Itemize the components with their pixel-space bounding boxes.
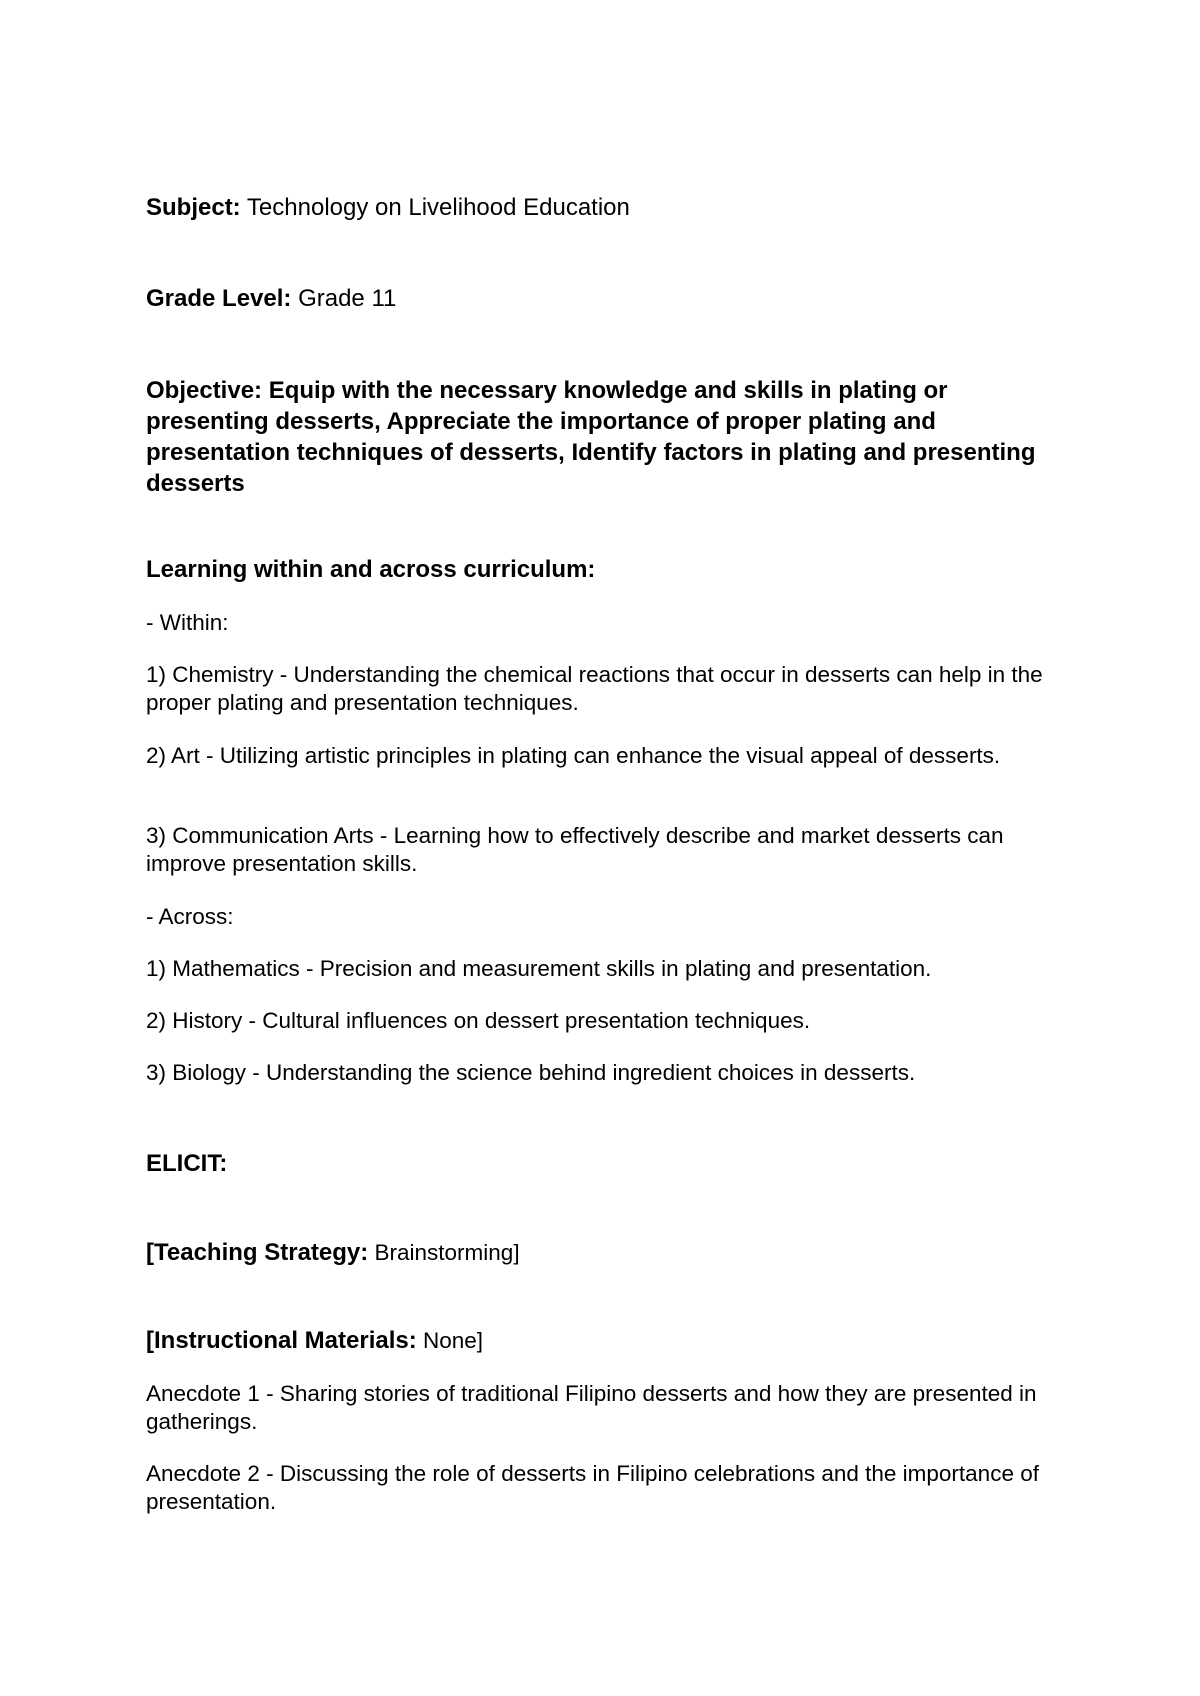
grade-level-label: Grade Level:	[146, 285, 292, 312]
objective-value: Equip with the necessary knowledge and skills in plating or presenting desserts, Appreciate the importance of proper plating and presentation techniques of desserts, Identify factors in plating and presenting desserts	[146, 377, 1036, 497]
anecdote-2: Anecdote 2 - Discussing the role of desserts in Filipino celebrations and the importance of presentation.	[146, 1461, 1039, 1514]
grade-level-line	[146, 284, 1066, 314]
anecdote-1: Anecdote 1 - Sharing stories of traditional Filipino desserts and how they are presented in gatherings.	[146, 1381, 1037, 1434]
within-item-chemistry: 1) Chemistry - Understanding the chemical reactions that occur in desserts can help in the proper plating and presentation techniques.	[146, 662, 1043, 715]
subject-label: Subject:	[146, 194, 241, 221]
across-item-history: 2) History - Cultural influences on dessert presentation techniques.	[146, 1008, 811, 1033]
across-label: - Across:	[146, 904, 234, 929]
subject-value: Technology on Livelihood Education	[240, 194, 630, 221]
across-item-mathematics: 1) Mathematics - Precision and measurement skills in plating and presentation.	[146, 956, 932, 981]
elicit-heading: ELICIT:	[146, 1150, 228, 1177]
teaching-strategy-label: [Teaching Strategy:	[146, 1239, 369, 1266]
within-label: - Within:	[146, 610, 229, 635]
grade-level-value: Grade 11	[291, 285, 397, 312]
objective-paragraph	[146, 375, 1066, 499]
teaching-strategy-line	[146, 1238, 1066, 1268]
subject-line	[146, 193, 1066, 223]
instructional-materials-value: None]	[416, 1328, 484, 1353]
objective-label: Objective:	[146, 377, 263, 404]
within-item-communication-arts: 3) Communication Arts - Learning how to effectively describe and market desserts can improve presentation skills.	[146, 823, 1004, 876]
teaching-strategy-value: Brainstorming]	[368, 1240, 520, 1265]
learning-heading: Learning within and across curriculum:	[146, 556, 596, 583]
instructional-materials-line	[146, 1326, 1066, 1356]
instructional-materials-label: [Instructional Materials:	[146, 1327, 417, 1354]
across-item-biology: 3) Biology - Understanding the science behind ingredient choices in desserts.	[146, 1060, 916, 1085]
within-item-art: 2) Art - Utilizing artistic principles in plating can enhance the visual appeal of desserts.	[146, 743, 1001, 768]
